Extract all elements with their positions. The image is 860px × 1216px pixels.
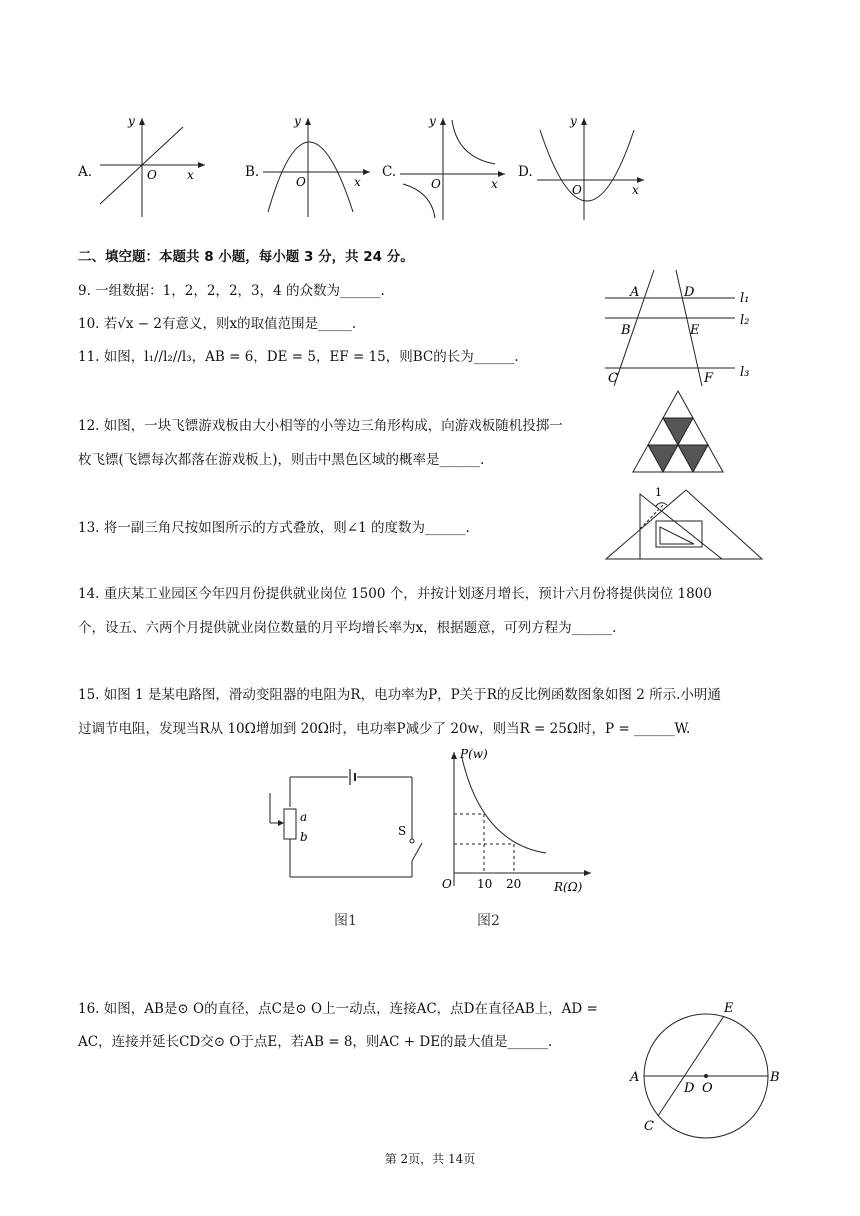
circle-figure [622,996,792,1144]
inverse-function-figure [436,748,596,896]
x-axis-label: x [187,168,194,182]
x-axis-label: R(Ω) [554,880,583,894]
angle-1-label: 1 [655,486,662,499]
x-axis-label: x [354,175,361,189]
terminal-a-label: a [300,810,308,824]
question-12-line-2: 枚飞镖(飞镖每次都落在游戏板上)，则击中黑色区域的概率是______. [78,452,485,468]
option-b-graph [258,112,378,222]
question-15-line-2: 过调节电阻，发现当R从 10Ω增加到 20Ω时，电功率P减少了 20w，则当R = 25Ω时，P = ______W. [78,721,691,737]
dartboard-figure [628,388,728,478]
y-axis-label: P(w) [460,747,488,761]
circuit-figure [262,765,427,890]
point-a-label: A [630,285,640,300]
option-c-label: C. [382,164,397,180]
point-c-label: C [644,1119,654,1134]
point-e-label: E [724,1001,734,1016]
point-d-label: D [684,1081,695,1096]
question-12-line-1: 12. 如图，一块飞镖游戏板由大小相等的小等边三角形构成，向游戏板随机投掷一 [78,418,563,434]
option-d-label: D. [518,164,533,180]
question-10: 10. 若√x − 2有意义，则x的取值范围是_____. [78,316,357,332]
y-axis-label: y [570,114,577,128]
figure-1-caption: 图1 [334,913,357,929]
line-l3-label: l₃ [740,365,750,380]
point-d-label: D [684,285,695,300]
line-l1-label: l₁ [740,291,750,306]
point-a-label: A [630,1070,640,1085]
option-a-graph [95,112,215,222]
origin-label: O [147,168,157,182]
section-title: 二、填空题：本题共 8 小题，每小题 3 分，共 24 分。 [78,249,414,265]
question-16-line-2: AC，连接并延长CD交⊙ O于点E，若AB = 8，则AC + DE的最大值是______. [78,1034,553,1050]
question-11: 11. 如图，l₁//l₂//l₃，AB = 6，DE = 5，EF = 15，则BC的长为______. [78,349,519,365]
point-c-label: C [608,371,618,386]
option-c-graph [395,112,515,222]
point-e-label: E [690,323,700,338]
origin-label: O [572,183,582,197]
terminal-b-label: b [300,830,308,844]
point-b-label: B [770,1070,780,1085]
option-a-label: A. [78,164,93,180]
x-axis-label: x [632,183,639,197]
question-14-line-2: 个，设五、六两个月提供就业岗位数量的月平均增长率为x，根据题意，可列方程为______. [78,620,617,636]
tick-10-label: 10 [477,877,493,891]
y-axis-label: y [294,114,301,128]
option-d-graph [532,112,652,222]
option-b-label: B. [245,164,260,180]
y-axis-label: y [429,114,436,128]
question-14-line-1: 14. 重庆某工业园区今年四月份提供就业岗位 1500 个，并按计划逐月增长，预计六月份将提供岗位 1800 [78,586,712,602]
origin-label: O [431,177,441,191]
switch-label: S [398,824,407,838]
x-axis-label: x [491,177,498,191]
line-l2-label: l₂ [740,313,750,328]
origin-label: O [296,175,306,189]
page-footer: 第 2页，共 14页 [384,1152,476,1166]
question-9: 9. 一组数据：1，2，2，2，3，4 的众数为______. [78,283,385,299]
question-15-line-1: 15. 如图 1 是某电路图，滑动变阻器的电阻为R，电功率为P，P关于R的反比例函数图象如图 2 所示.小明通 [78,687,721,703]
point-f-label: F [704,371,714,386]
center-o-label: O [702,1081,713,1096]
figure-2-caption: 图2 [477,913,500,929]
parallel-lines-figure [600,268,760,388]
question-13: 13. 将一副三角尺按如图所示的方式叠放，则∠1 的度数为______. [78,520,470,536]
tick-20-label: 20 [506,877,522,891]
question-16-line-1: 16. 如图，AB是⊙ O的直径，点C是⊙ O上一动点，连接AC，点D在直径AB上，AD = [78,1001,598,1017]
set-squares-figure [604,484,764,564]
y-axis-label: y [128,114,135,128]
origin-label: O [442,877,452,891]
point-b-label: B [621,323,631,338]
